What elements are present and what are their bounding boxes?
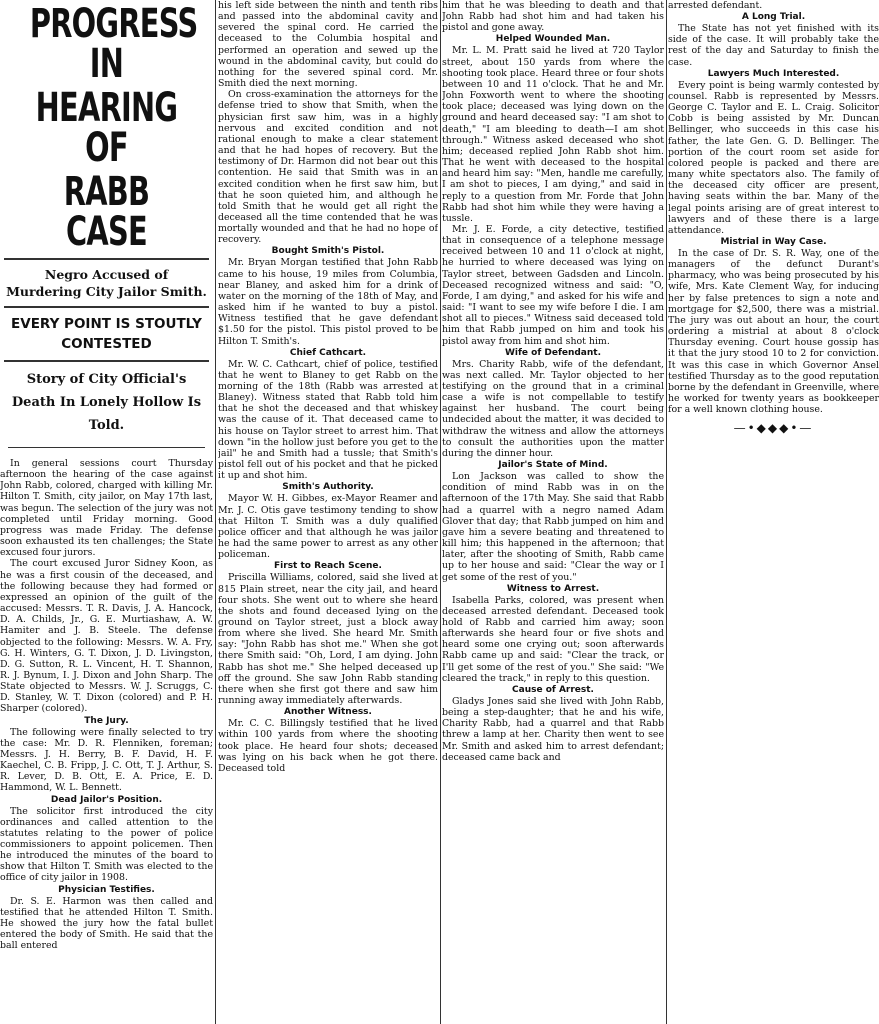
- subhead-wife: Wife of Defendant.: [504, 347, 602, 358]
- headline-line-2: HEARING OF: [35, 85, 178, 171]
- paragraph: Isabella Parks, colored, was present when deceased arrested defendant. Deceased took hold of Rabb and carried him away; soon afterwards she heard four or five shots and heard some one crying out; soon afterwards Rabb came up and said: "Clear the track, or I'll get some of the rest of you." She said: "We cleared the track," in reply to this question.: [442, 594, 664, 684]
- subhead-first-scene: First to Reach Scene.: [274, 561, 382, 572]
- column-1: [0, 0, 213, 1024]
- paragraph: his left side between the ninth and tenth ribs and passed into the abdominal cavity and severed the spinal cord. He carried the deceased to the Columbia hospital and performed an operation and sewed up the wound in the abdominal cavity, but could do nothing for the severed spinal cord. Mr. Smith died the next morning.: [218, 0, 438, 90]
- headline: [0, 1, 213, 255]
- column-4: [668, 0, 879, 1024]
- divider: [8, 447, 205, 448]
- paragraph: Mr. C. C. Billingsly testified that he lived within 100 yards from where the shooting took place. He heard four shots; deceased was lying on his back when he got there. Deceased told: [218, 718, 438, 774]
- subhead-long-trial: A Long Trial.: [741, 12, 806, 23]
- subhead-another-witness: Another Witness.: [284, 707, 372, 718]
- paragraph: Priscilla Williams, colored, said she lived at 815 Plain street, near the city jail, and heard four shots. She went out to where she heard the shots and found deceased lying on the ground on Taylor street, just a block away from where she lived. She heard Mr. Smith say: "John Rabb has shot me." When she got there Smith said: "Oh, Lord, I am dying. John Rabb has shot me." She helped deceased up off the ground. She saw John Rabb standing there when she first got there and saw him running away immediately afterwards.: [218, 572, 438, 707]
- subhead-state-of-mind: Jailor's State of Mind.: [498, 460, 608, 471]
- column-3: [442, 0, 664, 1024]
- subhead-chief: Chief Cathcart.: [289, 347, 367, 358]
- deck-2: EVERY POINT IS STOUTLY CONTESTED: [11, 316, 202, 352]
- paragraph: Lon Jackson was called to show the condition of mind Rabb was in on the afternoon of the 17th May. She said that Rabb had a quarrel with a negro named Adam Glover that day; that Rabb jumped on him and gave him a severe beating and threatened to kill him; this happened in the afternoon; that later, after the shooting of Smith, Rabb came up to her house and said: "Clear the way or I get some of the rest of you.": [442, 471, 664, 583]
- paragraph: In the case of Dr. S. R. Way, one of the managers of the defunct Durant's pharmacy, who was being prosecuted by his wife, Mrs. Kate Clement Way, for inducing her by false pretences to sign a note and mortgage for $2,500, there was a mistrial. The jury was out about an hour, the court ordering a mistrial at about 8 o'clock Thursday evening. Court house gossip has it that the jury stood 10 to 2 for conviction. It was this case in which Governor Ansel testified Thursday as to the good reputation borne by the defendant in Greenville, where he worked for twenty years as bookkeeper for a well known clothing house.: [668, 247, 879, 416]
- headline-line-3: RABB CASE: [63, 169, 150, 255]
- paragraph: On cross-examination the attorneys for the defense tried to show that Smith, when the physician first saw him, was in a highly nervous and excited condition and not rational enough to make a clear statement and that he had hopes of recovery. But the testimony of Dr. Harmon did not bear out this contention. He said that Smith was in an excited condition when he first saw him, but that he soon quieted him, and although he told Smith that he would get all right the deceased all the time contended that he was mortally wounded and that he had no hope of recovery.: [218, 89, 438, 246]
- paragraph: In general sessions court Thursday afternoon the hearing of the case against John Rabb, colored, charged with killing Mr. Hilton T. Smith, city jailor, on May 17th last, was begun. The selection of the jury was not completed until Friday morning. Good progress was made Friday. The defense soon exhausted its ten challenges; the State excused four jurors.: [0, 458, 213, 559]
- deck-1: Negro Accused of Murdering City Jailor Smith.: [6, 267, 207, 299]
- subhead-jury: The Jury.: [84, 715, 129, 726]
- paragraph: Mr. J. E. Forde, a city detective, testified that in consequence of a telephone message received between 10 and 11 o'clock at night, he hurried to where deceased was lying on Taylor street, between Gadsden and Lincoln. Deceased recognized witness and said: "O, Forde, I am dying," and asked for his wife and said: "I want to see my wife before I die. I am shot all to pieces." Witness said deceased told him that Rabb jumped on him and took his pistol away from him and shot him.: [442, 223, 664, 347]
- paragraph: Gladys Jones said she lived with John Rabb, being a step-daughter; that he and his wife, Charity Rabb, had a quarrel and that Rabb threw a lamp at her. Charity then went to see Mr. Smith and asked him to arrest defendant; deceased came back and: [442, 695, 664, 763]
- paragraph: The solicitor first introduced the city ordinances and called attention to the statutes relating to the power of police commissioners to appoint policemen. Then he introduced the minutes of the board to show that Hilton T. Smith was elected to the office of city jailor in 1908.: [0, 805, 213, 884]
- divider: [4, 360, 209, 362]
- paragraph: Mr. L. M. Pratt said he lived at 720 Taylor street, about 150 yards from where the shooting took place. Heard three or four shots between 10 and 11 o'clock. That he and Mr. John Foxworth went to where the shooting took place; deceased was lying down on the ground and heard deceased say: "I am shot to death," "I am bleeding to death—I am shot through." Witness asked deceased who shot him; deceased replied John Rabb shot him. That he went with deceased to the hospital and heard him say: "Men, handle me carefully, I am shot to pieces, I am dying," and said in reply to a question from Mr. Forde that John Rabb had shot him while they were having a tussle.: [442, 45, 664, 224]
- paragraph: Mrs. Charity Rabb, wife of the defendant, was next called. Mr. Taylor objected to her testifying on the ground that in a criminal case a wife is not compellable to testify against her husband. The court being undecided about the matter, it was decided to withdraw the witness and allow the attorneys to consult the authorities upon the matter during the dinner hour.: [442, 358, 664, 459]
- column-rule: [215, 0, 216, 1024]
- paragraph: arrested defendant.: [668, 0, 763, 11]
- paragraph: Dr. S. E. Harmon was then called and testified that he attended Hilton T. Smith. He showed the jury how the fatal bullet entered the body of Smith. He said that the ball entered: [0, 895, 213, 952]
- column-rule: [440, 0, 441, 1024]
- column-rule: [666, 0, 667, 1024]
- subhead-physician: Physician Testifies.: [58, 884, 155, 895]
- headline-line-1: PROGRESS IN: [29, 1, 198, 87]
- column-2: [218, 0, 438, 1024]
- paragraph: Mayor W. H. Gibbes, ex-Mayor Reamer and Mr. J. C. Otis gave testimony tending to show that Hilton T. Smith was a duly qualified police officer and that although he was jailor he had the same power to arrest as any other policeman.: [218, 493, 438, 561]
- end-ornament-icon: —•◆◆◆•—: [733, 421, 814, 436]
- subhead-lawyers: Lawyers Much Interested.: [707, 68, 840, 79]
- divider: [4, 306, 209, 308]
- paragraph: The court excused Juror Sidney Koon, as he was a first cousin of the deceased, and the following because they had formed or expressed an opinion of the guilt of the accused: Messrs. T. R. Davis, J. A. Hancock, D. A. Childs, Jr., G. E. Murtiashaw, A. W. Hamiter and J. B. Steele. The defense objected to the following: Messrs. W. A. Fry, G. H. Winters, G. T. Dixon, J. D. Livingston, D. G. Sutton, R. L. Vincent, H. T. Shannon, R. J. Bynum, I. J. Dixon and John Sharp. The State objected to Messrs. W. J. Scruggs, C. D. Stanley, W. T. Dixon (colored) and P. H. Sharper (colored).: [0, 558, 213, 715]
- deck-3: Story of City Official's Death In Lonely Hollow Is Told.: [11, 372, 202, 433]
- subhead-mistrial: Mistrial in Way Case.: [720, 236, 827, 247]
- subhead-dead-jailor: Dead Jailor's Position.: [50, 794, 163, 805]
- paragraph: him that he was bleeding to death and that John Rabb had shot him and had taken his pistol and gone away.: [442, 0, 664, 34]
- paragraph: Mr. Bryan Morgan testified that John Rabb came to his house, 19 miles from Columbia, near Blaney, and asked him for a drink of water on the morning of the 18th of May, and asked him if he wanted to buy a pistol. Witness testified that he gave defendant $1.50 for the pistol. This pistol proved to be Hilton T. Smith's.: [218, 257, 438, 347]
- paragraph: The State has not yet finished with its side of the case. It will probably take the rest of the day and Saturday to finish the case.: [668, 23, 879, 68]
- subhead-witness-arrest: Witness to Arrest.: [506, 583, 600, 594]
- paragraph: Every point is being warmly contested by counsel. Rabb is represented by Messrs. George C. Taylor and E. L. Craig. Solicitor Cobb is being assisted by Mr. Duncan Bellinger, who succeeds in this case his father, the late Gen. G. D. Bellinger. The portion of the court room set aside for colored people is packed and there are many white spectators also. The family of the deceased city officer are present, having seats within the bar. Many of the legal points arising are of great interest to lawyers and of these there is a large attendance.: [668, 79, 879, 236]
- divider: [4, 258, 209, 260]
- subhead-cause-arrest: Cause of Arrest.: [512, 684, 594, 695]
- subhead-authority: Smith's Authority.: [282, 482, 374, 493]
- paragraph: The following were finally selected to try the case: Mr. D. R. Flenniken, foreman; Messrs. J. H. Berry, B. F. David, H. F. Kaechel, C. B. Fripp, J. C. Ott, T. J. Arthur, S. R. Lever, D. B. Ott, E. A. Price, E. D. Hammond, W. L. Bennett.: [0, 726, 213, 794]
- subhead-bought-pistol: Bought Smith's Pistol.: [271, 246, 385, 257]
- paragraph: Mr. W. C. Cathcart, chief of police, testified that he went to Blaney to get Rabb on the morning of the 18th (Rabb was arrested at Blaney). Witness stated that Rabb told him that he shot the deceased and that whiskey was the cause of it. That deceased came to his house on Taylor street to arrest him. That down "in the hollow just before you get to the jail" he and Smith had a tussle; that Smith's pistol fell out of his pocket and that he picked it up and shot him.: [218, 358, 438, 482]
- subhead-helped: Helped Wounded Man.: [495, 34, 611, 45]
